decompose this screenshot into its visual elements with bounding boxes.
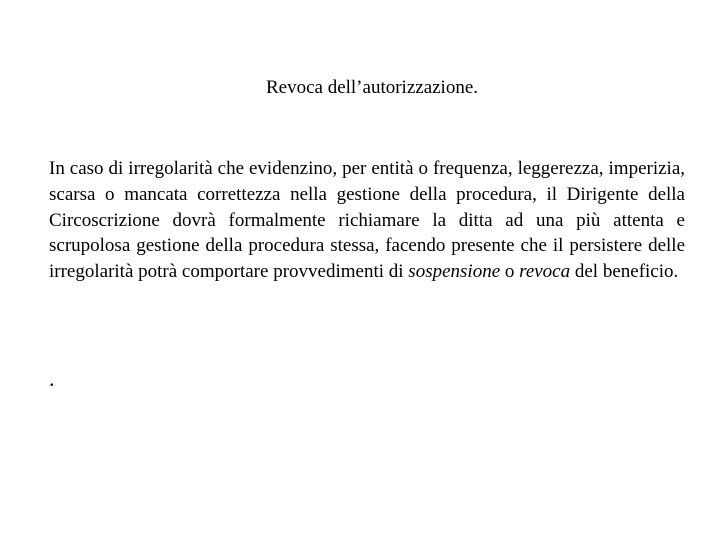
paragraph-text-part-2: o: [500, 261, 520, 283]
paragraph-text-part-1: In caso di irregolarità che evidenzino, per entità o frequenza, leggerezza, imperizia, scarsa o mancata correttezza nella gestione della procedura, il Dirigente della Circoscrizione dovrà formalmente richiamare la ditta ad una più attenta e scrupolosa gestione della procedura stessa, facendo presente che il persistere delle irregolarità potrà comportare provvedimenti di: [49, 158, 685, 283]
emphasis-revoca: revoca: [519, 261, 571, 283]
emphasis-sospensione: sospensione: [408, 261, 501, 283]
trailing-period: .: [49, 366, 55, 391]
body-paragraph: [49, 156, 685, 285]
page-title: Revoca dell’autorizzazione.: [265, 77, 479, 98]
paragraph-text-part-3: del beneficio.: [570, 261, 679, 283]
